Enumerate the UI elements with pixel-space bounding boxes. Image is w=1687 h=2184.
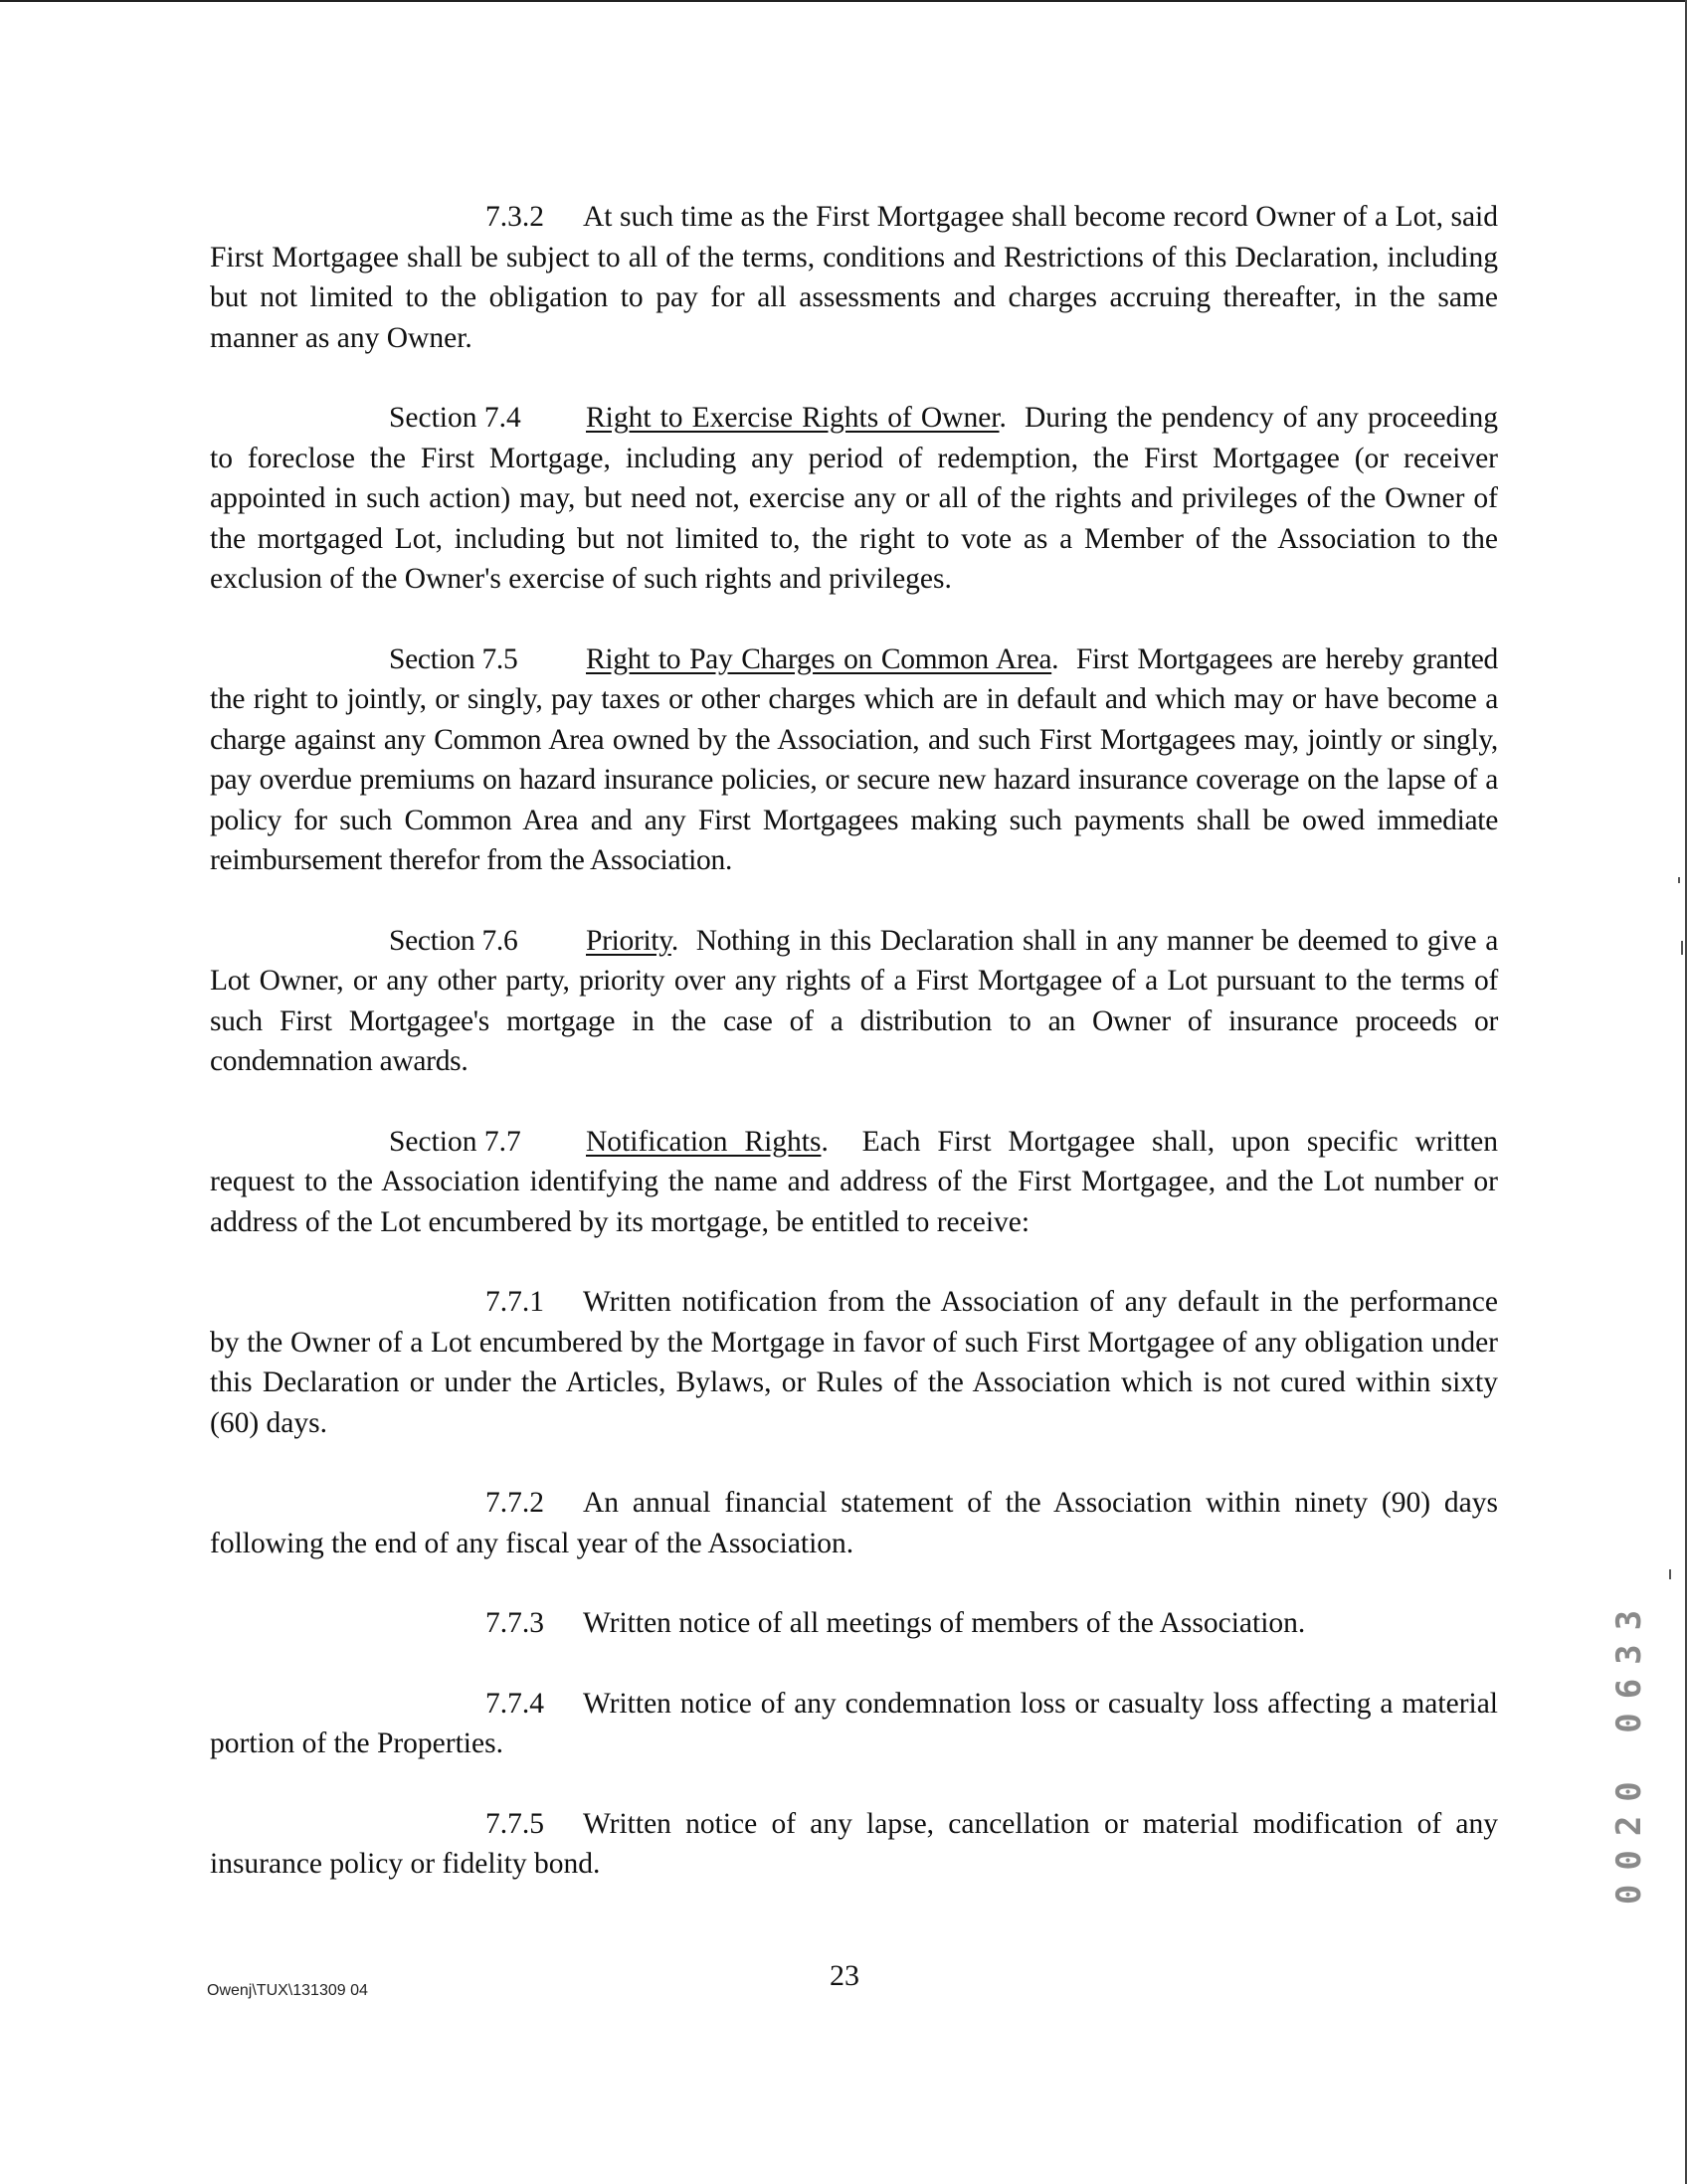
- section-label: Section 7.6: [389, 924, 518, 957]
- page-number: 23: [830, 1959, 859, 1992]
- paragraph-7-7-5: [210, 1804, 1498, 1885]
- section-7-4: Section 7.4 Right to Exercise Rights of Owner. During the pendency of any proceeding to foreclose the First Mortgage, including any period of redemption, the First Mortgagee (or receiver appointed in such action) may, but need not, exercise any or all of the rights and privileges of the Owner of the mortgaged Lot, including but not limited to, the right to vote as a Member of the Association to the exclusion of the Owner's exercise of such rights and privileges.: [210, 398, 1498, 600]
- scan-speck: [1678, 877, 1680, 883]
- paragraph-number: 7.3.2: [485, 201, 544, 233]
- scan-speck: [1681, 941, 1683, 955]
- paragraph-7-3-2: [210, 197, 1498, 358]
- section-heading: Right to Exercise Rights of Owner: [586, 402, 1000, 434]
- paragraph-number: 7.7.3: [485, 1607, 544, 1639]
- section-heading: Priority: [586, 924, 671, 957]
- paragraph-7-7-2: [210, 1483, 1498, 1563]
- paragraph-number: 7.7.5: [485, 1807, 544, 1840]
- scan-top-border: [0, 0, 1687, 2]
- paragraph-text: Written notice of all meetings of members of the Association.: [583, 1607, 1306, 1639]
- paragraph-number: 7.7.4: [485, 1687, 544, 1720]
- section-7-5: Section 7.5 Right to Pay Charges on Common Area. First Mortgagees are hereby granted the right to jointly, or singly, pay taxes or other charges which are in default and which may or have become a charge against any Common Area owned by the Association, and such First Mortgagees may, jointly or singly, pay overdue premiums on hazard insurance policies, or secure new hazard insurance coverage on the lapse of a policy for such Common Area and any First Mortgagees making such payments shall be owed immediate reimbursement therefor from the Association.: [210, 639, 1498, 881]
- section-label: Section 7.7: [389, 1125, 521, 1158]
- paragraph-text: Written notification from the Association of any default in the performance by the Owner of a Lot encumbered by the Mortgage in favor of such First Mortgagee of any obligation under this Declaration or under the Articles, Bylaws, or Rules of the Association which is not cured within sixty (60) days.: [210, 1286, 1498, 1439]
- paragraph-7-7-3: [210, 1603, 1498, 1644]
- paragraph-text: An annual financial statement of the Association within ninety (90) days following the end of any fiscal year of the Association.: [210, 1487, 1498, 1559]
- section-text: Each First Mortgagee shall, upon specific written request to the Association identifying the name and address of the First Mortgagee, and the Lot number or address of the Lot encumbered by its mortgage, be entitled to receive:: [210, 1125, 1499, 1238]
- paragraph-number: 7.7.2: [485, 1487, 544, 1519]
- scan-speck: [1669, 1569, 1671, 1579]
- paragraph-number: 7.7.1: [485, 1286, 544, 1318]
- document-body: [210, 197, 1498, 1924]
- paragraph-text: At such time as the First Mortgagee shall become record Owner of a Lot, said First Mortgagee shall be subject to all of the terms, conditions and Restrictions of this Declaration, including but not limited to the obligation to pay for all assessments and charges accruing thereafter, in the same manner as any Owner.: [210, 201, 1498, 354]
- paragraph-7-7-4: [210, 1684, 1498, 1764]
- section-heading: Notification Rights: [586, 1125, 822, 1158]
- paragraph-text: Written notice of any lapse, cancellation or material modification of any insurance policy or fidelity bond.: [210, 1807, 1498, 1880]
- section-text: During the pendency of any proceeding to foreclose the First Mortgage, including any period of redemption, the First Mortgagee (or receiver appointed in such action) may, but need not, exercise any or all of the rights and privileges of the Owner of the mortgaged Lot, including but not limited to, the right to vote as a Member of the Association to the exclusion of the Owner's exercise of such rights and privileges.: [210, 402, 1498, 595]
- section-text: First Mortgagees are hereby granted the right to jointly, or singly, pay taxes or other charges which are in default and which may or have become a charge against any Common Area owned by the Association, and such First Mortgagees may, jointly or singly, pay overdue premiums on hazard insurance policies, or secure new hazard insurance coverage on the lapse of a policy for such Common Area and any First Mortgagees making such payments shall be owed immediate reimbursement therefor from the Association.: [210, 642, 1499, 876]
- paragraph-text: Written notice of any condemnation loss or casualty loss affecting a material portion of the Properties.: [210, 1687, 1498, 1759]
- section-label: Section 7.5: [389, 642, 518, 675]
- section-7-6: Section 7.6 Priority. Nothing in this Declaration shall in any manner be deemed to give a Lot Owner, or any other party, priority over any rights of a First Mortgagee of a Lot pursuant to the terms of such First Mortgagee's mortgage in the case of a distribution to an Owner of insurance proceeds or condemnation awards.: [210, 921, 1498, 1082]
- section-text: Nothing in this Declaration shall in any manner be deemed to give a Lot Owner, or any other party, priority over any rights of a First Mortgagee of a Lot pursuant to the terms of such First Mortgagee's mortgage in the case of a distribution to an Owner of insurance proceeds or condemnation awards.: [210, 924, 1498, 1077]
- section-label: Section 7.4: [389, 402, 521, 434]
- stamp-number: 0020 0633: [1609, 1595, 1649, 1906]
- margin-recording-stamp: [1599, 1571, 1659, 1929]
- section-7-7: Section 7.7 Notification Rights. Each First Mortgagee shall, upon specific written request to the Association identifying the name and address of the First Mortgagee, and the Lot number or address of the Lot encumbered by its mortgage, be entitled to receive:: [210, 1122, 1498, 1243]
- section-heading: Right to Pay Charges on Common Area: [586, 642, 1052, 675]
- paragraph-7-7-1: [210, 1282, 1498, 1443]
- footer-file-path: Owenj\TUX\131309 04: [207, 1982, 368, 1999]
